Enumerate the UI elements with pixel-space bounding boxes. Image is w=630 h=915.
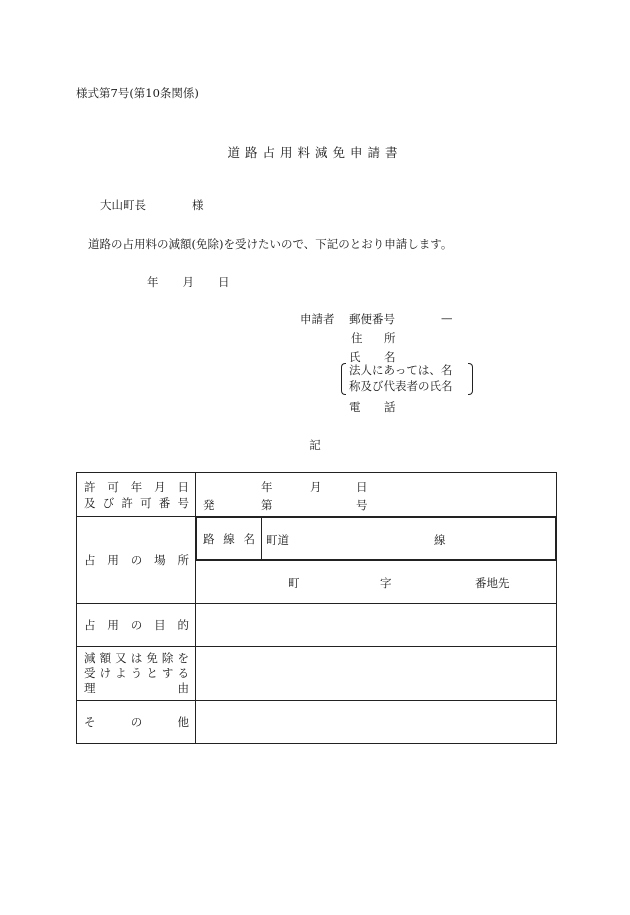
permit-day: 日 <box>356 480 368 494</box>
intro-text: 道路の占用料の減額(免除)を受けたいので、下記のとおり申請します。 <box>88 237 453 251</box>
corporate-note <box>341 362 471 394</box>
date-day: 日 <box>218 275 230 289</box>
route-label <box>197 518 262 560</box>
label-char: う <box>130 666 143 680</box>
other-value[interactable] <box>196 701 557 744</box>
label-char: 日 <box>177 479 189 494</box>
date-month: 月 <box>182 275 194 289</box>
label-char: 又 <box>115 651 127 665</box>
location-row-route <box>77 517 557 561</box>
label-char: そ <box>84 715 96 729</box>
permit-value[interactable] <box>196 473 557 517</box>
label-char: 目 <box>154 618 166 632</box>
label-char: 路 <box>203 531 215 546</box>
label-char: 用 <box>107 618 119 632</box>
address-label-1: 住 <box>351 331 363 345</box>
reason-row <box>77 647 557 701</box>
addressee-name: 大山町長 <box>100 198 146 212</box>
label-char: 占 <box>84 553 96 567</box>
route-value[interactable] <box>262 518 556 560</box>
label-char: 及 <box>84 495 96 510</box>
town-road: 町道 <box>266 533 289 547</box>
label-char: 号 <box>177 495 189 510</box>
label-char: る <box>177 666 189 680</box>
label-char: 他 <box>177 715 189 729</box>
corporate-note-line2: 称及び代表者の氏名 <box>349 378 453 393</box>
addressee <box>100 197 204 213</box>
purpose-value[interactable] <box>196 604 557 647</box>
label-char: 名 <box>243 531 255 546</box>
applicant-label: 申請者 <box>300 312 335 326</box>
other-label <box>77 701 196 744</box>
label-char: 可 <box>107 479 119 494</box>
name-label-1: 氏 <box>349 350 361 364</box>
label-char: 所 <box>177 553 189 567</box>
label-char: 減 <box>84 651 96 665</box>
cho-label: 町 <box>288 576 300 590</box>
other-row <box>77 701 557 744</box>
route-cell <box>196 517 557 561</box>
label-char: は <box>130 651 143 665</box>
bracket-right <box>468 363 473 395</box>
label-char: 可 <box>140 495 152 510</box>
document-title: 道路占用料減免申請書 <box>227 145 403 160</box>
reason-label <box>77 647 196 701</box>
postal-label: 郵便番号 <box>349 312 395 326</box>
label-char: け <box>99 666 112 680</box>
label-char: 占 <box>84 618 96 632</box>
reason-value[interactable] <box>196 647 557 701</box>
label-char: 年 <box>130 479 143 494</box>
phone-label-2: 話 <box>384 400 396 414</box>
label-char: す <box>161 666 174 680</box>
label-char: 理 <box>84 681 96 695</box>
banchi-label: 番地先 <box>475 576 510 590</box>
permit-label-line1 <box>77 479 195 495</box>
label-char: 許 <box>121 495 133 510</box>
permit-label <box>77 473 196 517</box>
date-year: 年 <box>147 275 159 289</box>
purpose-label <box>77 604 196 647</box>
label-char: 免 <box>146 651 158 665</box>
corporate-note-line1: 法人にあっては、名 <box>349 363 453 377</box>
line-suffix: 線 <box>434 533 446 547</box>
label-char: 額 <box>99 651 112 665</box>
postal-dash: — <box>441 311 453 325</box>
label-char: 由 <box>177 681 189 695</box>
corporate-note-text <box>349 363 453 394</box>
permit-issue: 発 <box>203 498 215 512</box>
purpose-row <box>77 604 557 647</box>
addressee-honorific: 様 <box>192 198 204 212</box>
details-table <box>76 472 557 744</box>
label-char: び <box>102 495 115 510</box>
address-label-2: 所 <box>384 331 396 345</box>
label-char: 番 <box>158 495 171 510</box>
location-label-text <box>77 552 195 568</box>
permit-label-line2 <box>77 495 195 511</box>
permit-month: 月 <box>310 480 322 494</box>
label-char: の <box>130 618 143 632</box>
label-char: の <box>130 553 143 567</box>
label-char: 用 <box>107 553 119 567</box>
ki-heading: 記 <box>309 438 321 452</box>
phone-label-1: 電 <box>349 400 361 414</box>
permit-row <box>77 473 557 517</box>
name-label-2: 名 <box>384 350 396 364</box>
label-char: 受 <box>84 666 96 680</box>
permit-year: 年 <box>261 480 273 494</box>
permit-go: 号 <box>356 498 368 512</box>
label-char: の <box>130 715 143 729</box>
location-label <box>77 517 196 604</box>
label-char: 線 <box>223 531 235 546</box>
application-date <box>147 274 254 290</box>
label-char: 月 <box>154 479 166 494</box>
permit-dai: 第 <box>261 498 273 512</box>
form-number: 様式第7号(第10条関係) <box>76 86 199 100</box>
route-inner <box>196 517 556 560</box>
address-value[interactable] <box>196 561 557 604</box>
label-char: を <box>177 651 189 665</box>
label-char: 許 <box>84 479 96 494</box>
bracket-left <box>341 363 346 395</box>
label-char: 除 <box>161 651 174 665</box>
label-char: 場 <box>154 553 166 567</box>
label-char: と <box>146 666 158 680</box>
aza-label: 字 <box>380 576 392 590</box>
label-char: よ <box>115 666 127 680</box>
label-char: 的 <box>177 618 189 632</box>
